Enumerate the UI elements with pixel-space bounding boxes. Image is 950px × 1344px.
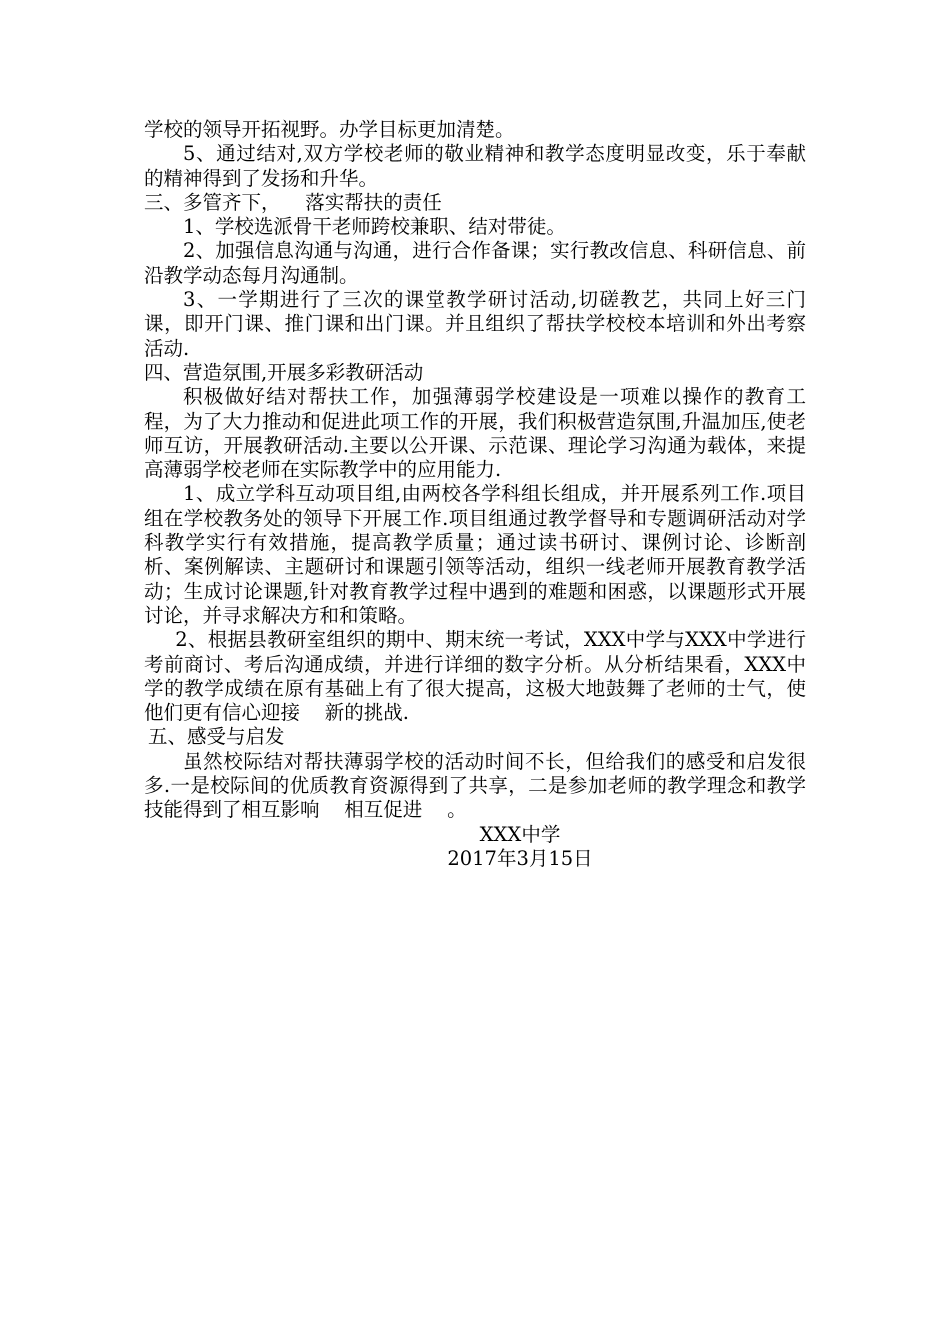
signature-organization: XXX中学	[479, 822, 561, 846]
paragraph-4-intro: 积极做好结对帮扶工作，加强薄弱学校建设是一项难以操作的教育工程，为了大力推动和促进此项工作的开展，我们积极营造氛围,升温加压,使老师互访，开展教研活动.主要以公开课、示范课、理论学习沟通为载体，来提高薄弱学校老师在实际教学中的应用能力.	[144, 385, 806, 482]
signature-date: 2017年3月15日	[447, 846, 593, 870]
paragraph-4-1: 1、成立学科互动项目组,由两校各学科组长组成，并开展系列工作.项目组在学校教务处的领导下开展工作.项目组通过教学督导和专题调研活动对学科教学实行有效措施，提高教学质量；通过读书研讨、课例讨论、诊断剖析、案例解读、主题研讨和课题引领等活动，组织一线老师开展教育教学活动；生成讨论课题,针对教育教学过程中遇到的难题和困惑，以课题形式开展讨论，并寻求解决方和和策略。	[144, 482, 806, 627]
paragraph-3-1: 1、学校选派骨干老师跨校兼职、结对带徒。	[183, 215, 566, 239]
paragraph-intro-continuation: 学校的领导开拓视野。办学目标更加清楚。	[144, 118, 515, 141]
section-heading-4: 四、营造氛围,开展多彩教研活动	[144, 360, 424, 384]
section-heading-3: 三、多管齐下， 落实帮扶的责任	[144, 190, 442, 214]
paragraph-5-body: 虽然校际结对帮扶薄弱学校的活动时间不长，但给我们的感受和启发很多.一是校际间的优质教育资源得到了共享，二是参加老师的教学理念和教学技能得到了相互影响 相互促进 。	[144, 749, 806, 822]
section-heading-5: 五、感受与启发	[148, 725, 285, 749]
paragraph-4-2: 2、根据县教研室组织的期中、期末统一考试，XXX中学与XXX中学进行考前商讨、考后沟通成绩，并进行详细的数字分析。从分析结果看，XXX中学的教学成绩在原有基础上有了很大提高，这极大地鼓舞了老师的士气，使他们更有信心迎接 新的挑战.	[144, 628, 806, 725]
paragraph-point-5: 5、通过结对,双方学校老师的敬业精神和教学态度明显改变，乐于奉献的精神得到了发扬和升华。	[144, 142, 806, 190]
paragraph-3-3: 3、一学期进行了三次的课堂教学研讨活动,切磋教艺，共同上好三门课，即开门课、推门课和出门课。并且组织了帮扶学校校本培训和外出考察活动.	[144, 288, 806, 360]
document-page	[144, 118, 806, 871]
paragraph-3-2: 2、加强信息沟通与沟通，进行合作备课；实行教改信息、科研信息、前沿教学动态每月沟通制。	[144, 239, 806, 287]
